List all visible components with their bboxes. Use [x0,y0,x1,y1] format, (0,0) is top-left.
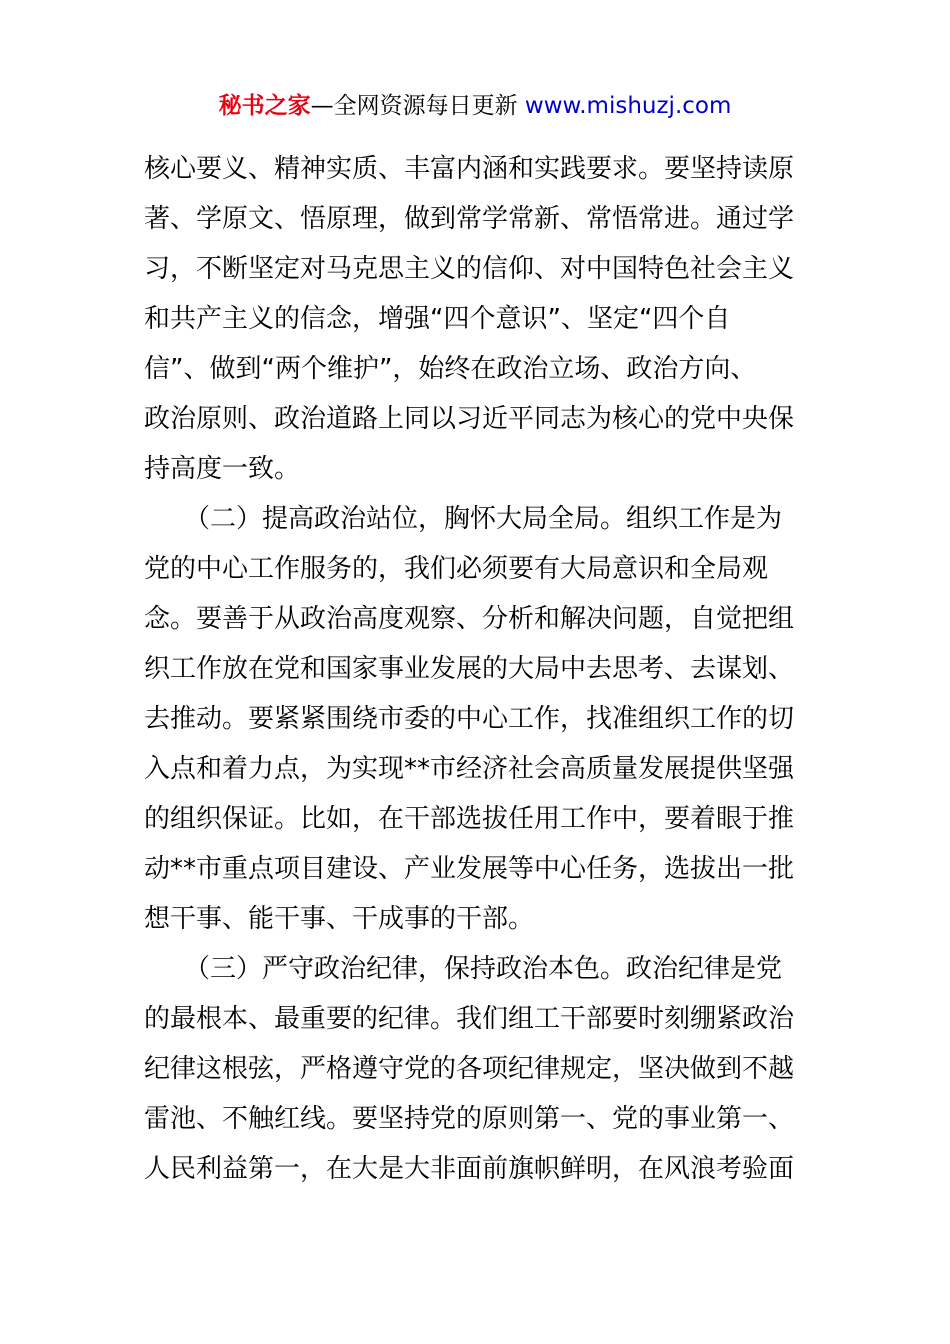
text-line: 党的中心工作服务的，我们必须要有大局意识和全局观 [144,554,769,584]
text-line: 信”、做到“两个维护”，始终在政治立场、政治方向、 [144,354,757,384]
text-line: 想干事、能干事、干成事的干部。 [144,904,535,934]
text-line: 雷池、不触红线。要坚持党的原则第一、党的事业第一、 [144,1104,795,1134]
text-line: 动**市重点项目建设、产业发展等中心任务，选拔出一批 [144,854,795,884]
text-line: 纪律这根弦，严格遵守党的各项纪律规定，坚决做到不越 [144,1054,795,1084]
text-line: 和共产主义的信念，增强“四个意识”、坚定“四个自 [144,304,731,334]
text-line: 持高度一致。 [144,454,301,484]
paragraph-start-line: （二）提高政治站位，胸怀大局全局。组织工作是为 [184,504,783,534]
paragraph-start-line: （三）严守政治纪律，保持政治本色。政治纪律是党 [184,954,783,984]
site-url[interactable]: www.mishuzj.com [524,93,732,119]
text-line: 著、学原文、悟原理，做到常学常新、常悟常进。通过学 [144,204,795,234]
text-line: 的最根本、最重要的纪律。我们组工干部要时刻绷紧政治 [144,1004,795,1034]
page-header [0,86,950,126]
text-line: 念。要善于从政治高度观察、分析和解决问题，自觉把组 [144,604,795,634]
text-line: 的组织保证。比如，在干部选拔任用工作中，要着眼于推 [144,804,795,834]
text-line: 政治原则、政治道路上同以习近平同志为核心的党中央保 [144,404,795,434]
text-line: 核心要义、精神实质、丰富内涵和实践要求。要坚持读原 [144,154,795,184]
text-line: 人民利益第一，在大是大非面前旗帜鲜明，在风浪考验面 [144,1154,795,1184]
text-line: 织工作放在党和国家事业发展的大局中去思考、去谋划、 [144,654,795,684]
document-body [144,144,810,1194]
text-line: 去推动。要紧紧围绕市委的中心工作，找准组织工作的切 [144,704,795,734]
text-line: 入点和着力点，为实现**市经济社会高质量发展提供坚强 [144,754,795,784]
site-brand: 秘书之家 [218,93,311,119]
site-tagline: —全网资源每日更新 [310,93,518,119]
text-line: 习，不断坚定对马克思主义的信仰、对中国特色社会主义 [144,254,795,284]
